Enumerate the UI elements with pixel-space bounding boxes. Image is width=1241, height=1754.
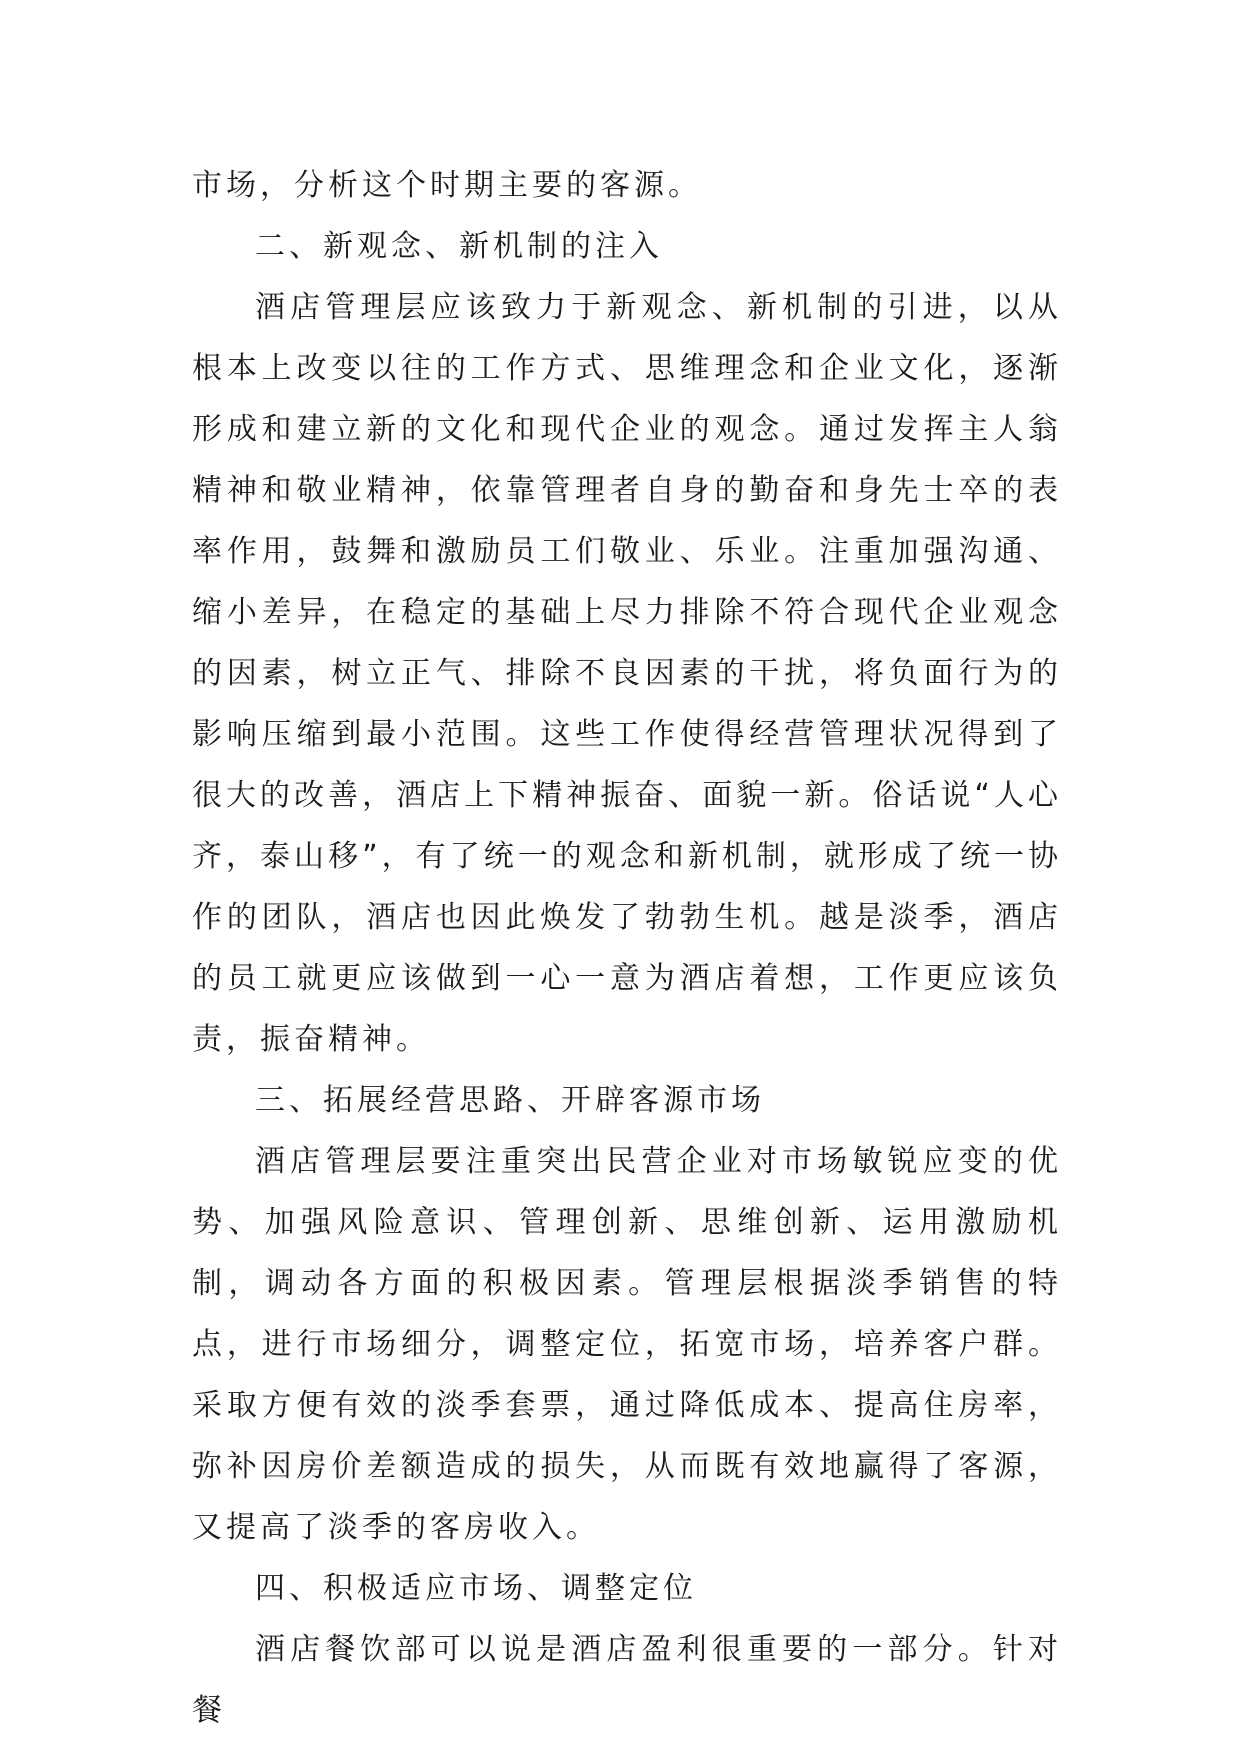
section-heading-4: 四、积极适应市场、调整定位 [255, 1571, 697, 1606]
paragraph-continuation: 市场，分析这个时期主要的客源。 [192, 168, 702, 203]
section-heading-2: 二、新观念、新机制的注入 [255, 229, 663, 264]
paragraph-section-2: 酒店管理层应该致力于新观念、新机制的引进，以从根本上改变以往的工作方式、思维理念和企业文化，逐渐形成和建立新的文化和现代企业的观念。通过发挥主人翁精神和敬业精神，依靠管理者自身的勤奋和身先士卒的表率作用，鼓舞和激励员工们敬业、乐业。注重加强沟通、缩小差异，在稳定的基础上尽力排除不符合现代企业观念的因素，树立正气、排除不良因素的干扰，将负面行为的影响压缩到最小范围。这些工作使得经营管理状况得到了很大的改善，酒店上下精神振奋、面貌一新。俗话说“人心齐，泰山移”，有了统一的观念和新机制，就形成了统一协作的团队，酒店也因此焕发了勃勃生机。越是淡季，酒店的员工就更应该做到一心一意为酒店着想，工作更应该负责，振奋精神。 [192, 290, 1062, 1057]
paragraph-section-3: 酒店管理层要注重突出民营企业对市场敏锐应变的优势、加强风险意识、管理创新、思维创新、运用激励机制，调动各方面的积极因素。管理层根据淡季销售的特点，进行市场细分，调整定位，拓宽市场，培养客户群。采取方便有效的淡季套票，通过降低成本、提高住房率，弥补因房价差额造成的损失，从而既有效地赢得了客源，又提高了淡季的客房收入。 [192, 1144, 1062, 1545]
section-heading-3: 三、拓展经营思路、开辟客源市场 [255, 1083, 765, 1118]
paragraph-section-4: 酒店餐饮部可以说是酒店盈利很重要的一部分。针对餐 [192, 1632, 1062, 1728]
document-body [192, 155, 1062, 1741]
